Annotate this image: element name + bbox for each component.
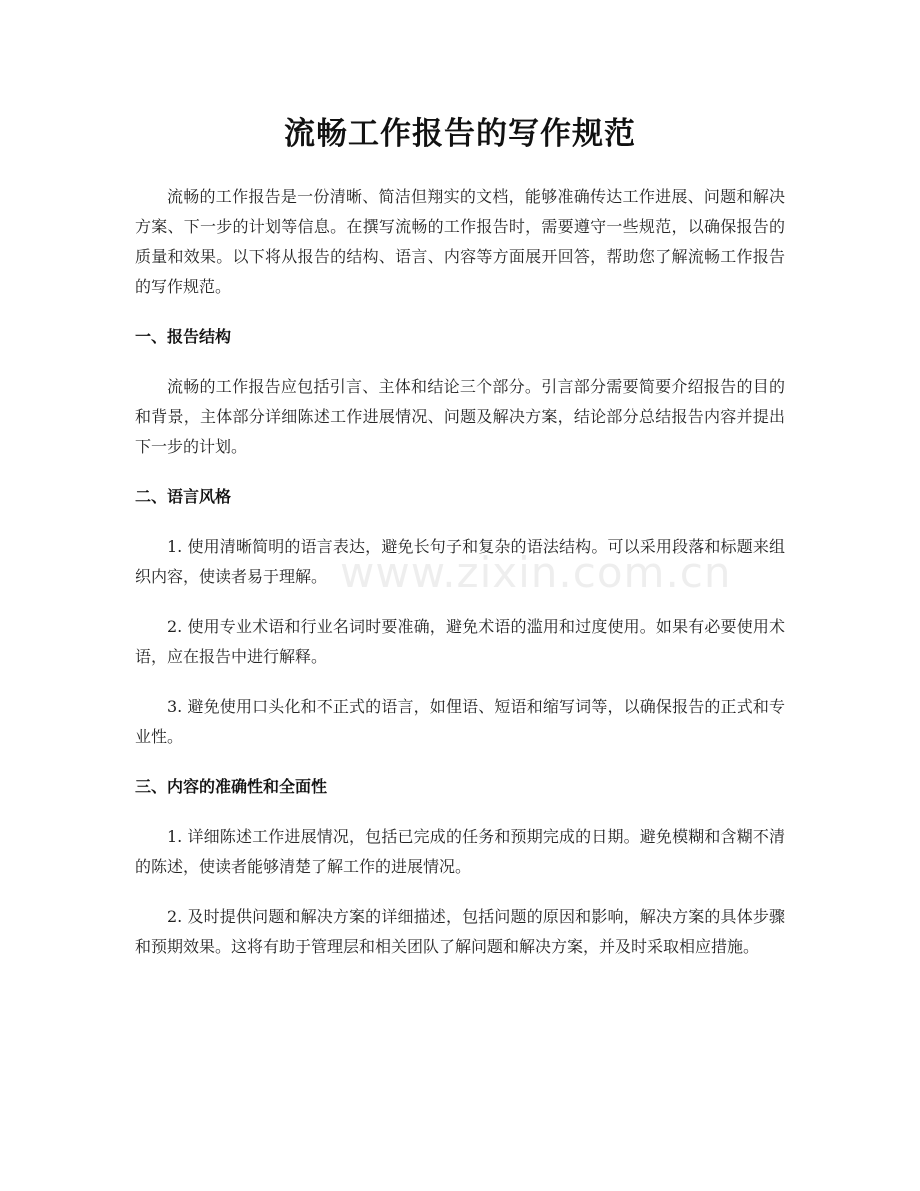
watermark: www.zixin.com.cn (340, 548, 732, 597)
language-paragraph-2: 2. 使用专业术语和行业名词时要准确，避免术语的滥用和过度使用。如果有必要使用术语，应在报告中进行解释。 (135, 617, 785, 666)
section-heading-content: 三、内容的准确性和全面性 (135, 777, 328, 796)
section-heading-structure: 一、报告结构 (135, 327, 232, 346)
document-body (135, 182, 785, 982)
page-title: 流畅工作报告的写作规范 (284, 116, 636, 152)
language-paragraph-1: 1. 使用清晰简明的语言表达，避免长句子和复杂的语法结构。可以采用段落和标题来组织内容，使读者易于理解。 (135, 537, 785, 586)
intro-paragraph: 流畅的工作报告是一份清晰、简洁但翔实的文档，能够准确传达工作进展、问题和解决方案、下一步的计划等信息。在撰写流畅的工作报告时，需要遵守一些规范，以确保报告的质量和效果。以下将从报告的结构、语言、内容等方面展开回答，帮助您了解流畅工作报告的写作规范。 (135, 187, 785, 296)
content-paragraph-2: 2. 及时提供问题和解决方案的详细描述，包括问题的原因和影响，解决方案的具体步骤和预期效果。这将有助于管理层和相关团队了解问题和解决方案，并及时采取相应措施。 (135, 907, 785, 956)
content-paragraph-1: 1. 详细陈述工作进展情况，包括已完成的任务和预期完成的日期。避免模糊和含糊不清的陈述，使读者能够清楚了解工作的进展情况。 (135, 827, 785, 876)
language-paragraph-3: 3. 避免使用口头化和不正式的语言，如俚语、短语和缩写词等，以确保报告的正式和专业性。 (135, 697, 785, 746)
section-heading-language: 二、语言风格 (135, 487, 232, 506)
structure-paragraph: 流畅的工作报告应包括引言、主体和结论三个部分。引言部分需要简要介绍报告的目的和背景，主体部分详细陈述工作进展情况、问题及解决方案，结论部分总结报告内容并提出下一步的计划。 (135, 377, 785, 456)
